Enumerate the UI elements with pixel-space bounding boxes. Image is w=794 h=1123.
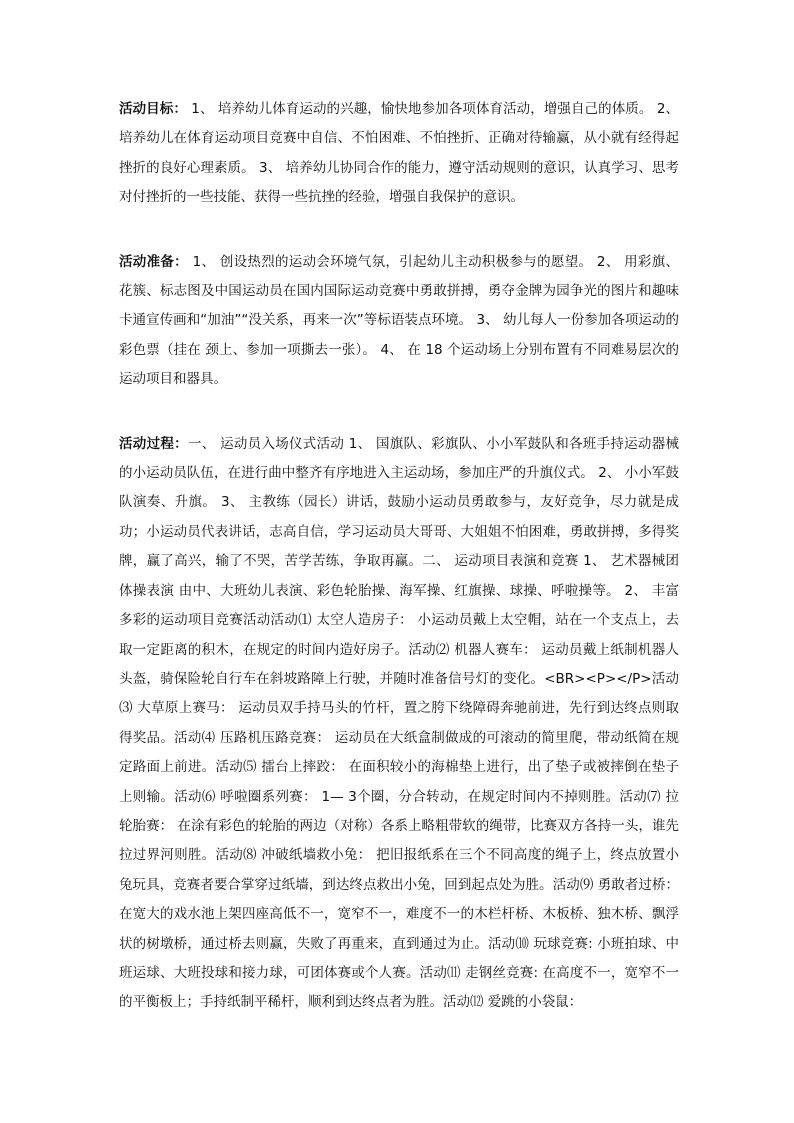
section-activity-preparation: [119, 248, 679, 395]
paragraph: [119, 430, 679, 1018]
section-text: 1、 创设热烈的运动会环境气氛，引起幼儿主动积极参与的愿望。 2、 用彩旗、花簇、标志图及中国运动员在国内国际运动竞赛中勇敢拼搏，勇夺金牌为园争光的图片和趣味卡通宣传画和“加油”“没关系，再来一次”等标语装点环境。 3、 幼儿每人一份参加各项运动的彩色票（挂在 颈上、参加一项撕去一张）。 4、 在 18 个运动场上分别布置有不同难易层次的运动项目和器具。: [119, 253, 680, 388]
paragraph: [119, 95, 679, 213]
section-heading: 活动过程：: [119, 435, 188, 452]
paragraph: [119, 248, 679, 395]
section-heading: 活动目标：: [119, 101, 187, 117]
section-text: 1、 培养幼儿体育运动的兴趣，愉快地参加各项体育活动，增强自己的体质。 2、 培养幼儿在体育运动项目竞赛中自信、不怕困难、不怕挫折、正确对待输赢，从小就有经得起挫折的良好心理素质。 3、 培养幼儿协同合作的能力，遵守活动规则的意识，认真学习、思考对付挫折的一些技能、获得一些抗挫的经验，增强自我保护的意识。: [119, 101, 679, 206]
section-activity-goals: [119, 95, 679, 213]
section-activity-process: [119, 430, 679, 1018]
section-text: 一、 运动员入场仪式活动 1、 国旗队、彩旗队、小小军鼓队和各班手持运动器械的小运动员队伍，在进行曲中整齐有序地进入主运动场，参加庄严的升旗仪式。 2、 小小军鼓队演奏、升旗。 3、 主教练（园长）讲话，鼓励小运动员勇敢参与，友好竞争，尽力就是成功；小运动员代表讲话，志高自信，学习运动员大哥哥、大姐姐不怕困难，勇敢拼搏，多得奖牌，赢了高兴，输了不哭，苦学苦练，争取再赢。二、 运动项目表演和竞赛 1、 艺术器械团体操表演 由中、大班幼儿表演、彩色轮胎操、海军操、红旗操、球操、呼啦操等。 2、 丰富多彩的运动项目竞赛活动活动⑴ 太空人造房子： 小运动员戴上太空帽，站在一个支点上，去取一定距离的积木，在规定的时间内造好房子。活动⑵ 机器人赛车： 运动员戴上纸制机器人头盔，骑保险轮自行车在斜坡路障上行驶，并随时准备信号灯的变化。<BR><P></P>活动⑶ 大草原上赛马： 运动员双手持马头的竹杆，置之胯下绕障碍奔驰前进，先行到达终点则取得奖品。活动⑷ 压路机压路竞赛： 运动员在大纸盒制做成的可滚动的简里爬，带动纸简在规定路面上前进。活动⑸ 擂台上摔跤： 在面积较小的海棉垫上进行，出了垫子或被摔倒在垫子上则输。活动⑹ 呼啦圈系列赛： 1— 3个圈，分合转动，在规定时间内不掉则胜。活动⑺ 拉轮胎赛： 在涂有彩色的轮胎的两边（对称）各系上略粗带软的绳带，比赛双方各持一头，谁先拉过界河则胜。活动⑻ 冲破纸墙救小兔： 把旧报纸系在三个不同高度的绳子上，终点放置小兔玩具，竞赛者要合掌穿过纸墙，到达终点救出小兔，回到起点处为胜。活动⑼ 勇敢者过桥： 在宽大的戏水池上架四座高低不一，宽窄不一，难度不一的木栏杆桥、木板桥、独木桥、飘浮状的树墩桥，通过桥去则赢，失败了再重来，直到通过为止。活动⑽ 玩球竞赛: 小班拍球、中班运球、大班投球和接力球，可团体赛或个人赛。活动⑾ 走钢丝竞赛: 在高度不一，宽窄不一的平衡板上；手持纸制平稀杆，顺利到达终点者为胜。活动⑿ 爱跳的小袋鼠：: [119, 435, 679, 1011]
section-heading: 活动准备：: [119, 253, 188, 270]
document-body: [119, 95, 679, 1053]
